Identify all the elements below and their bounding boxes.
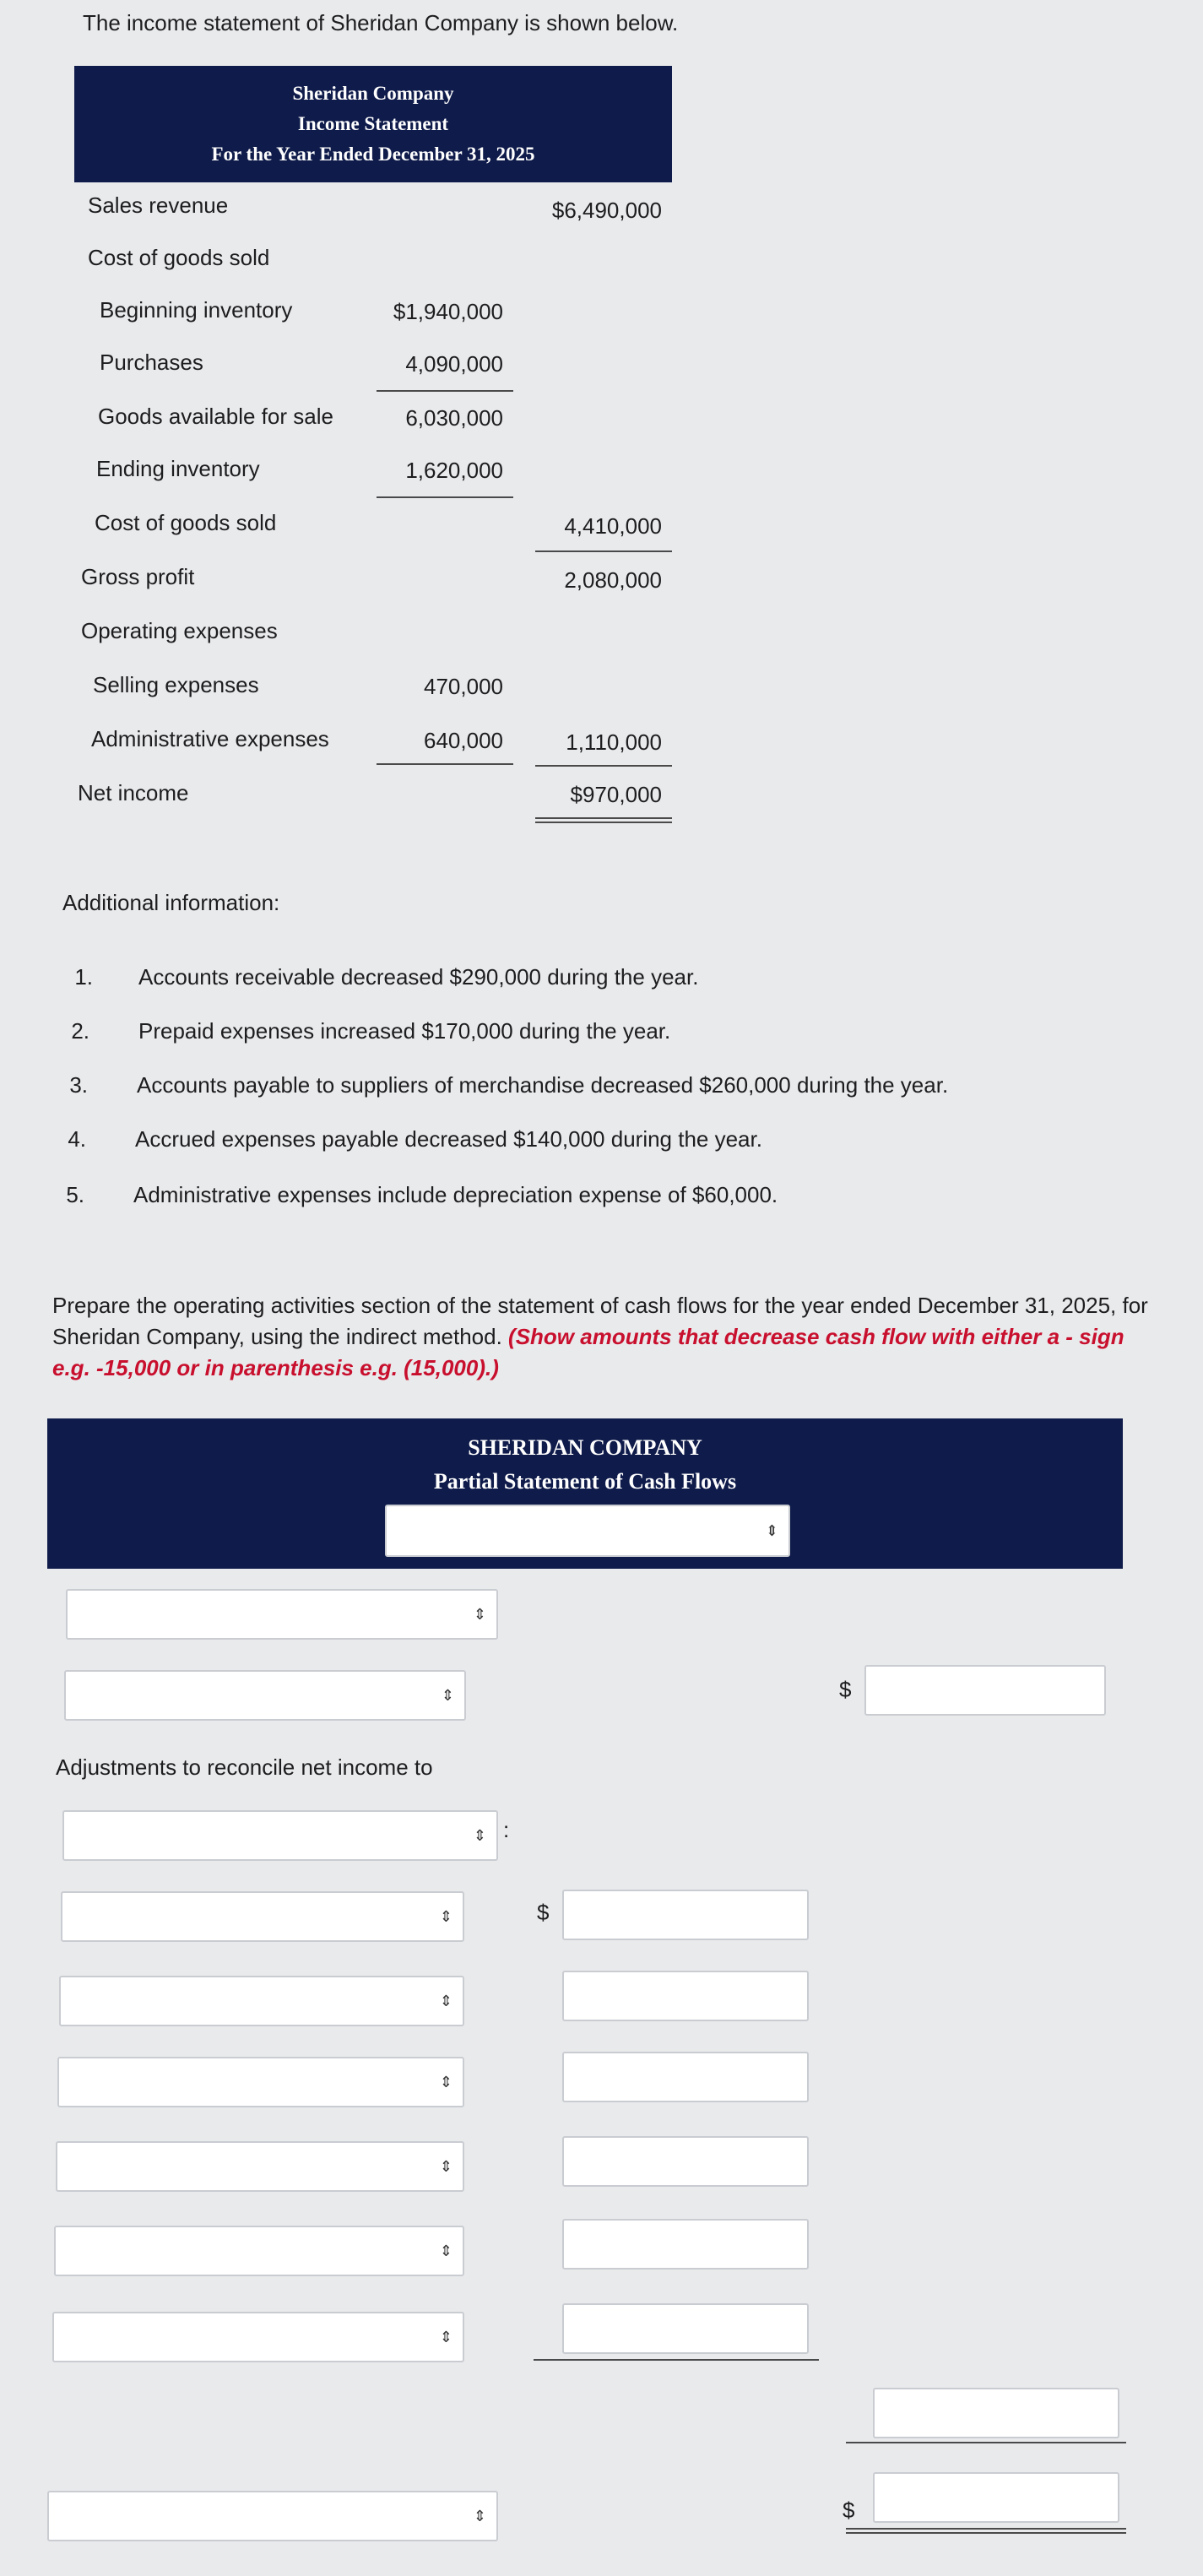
operating-expenses-total-underline	[535, 765, 672, 767]
cash-flow-company: SHERIDAN COMPANY	[468, 1435, 702, 1460]
net-cash-select[interactable]	[47, 2491, 498, 2541]
gross-profit-label: Gross profit	[81, 564, 195, 589]
adjustments-select[interactable]	[62, 1810, 498, 1861]
adjustment-select-1[interactable]	[61, 1891, 464, 1942]
net-cash-amount-input[interactable]	[873, 2472, 1119, 2523]
list-item-number: 3.	[69, 1072, 88, 1098]
period-select[interactable]	[385, 1505, 790, 1557]
cogs-total-underline	[535, 550, 672, 552]
chevron-up-down-icon: ⇕	[439, 2242, 452, 2259]
adjustment-select-5[interactable]	[54, 2226, 464, 2276]
list-item-text: Accounts receivable decreased $290,000 during the year.	[138, 964, 699, 990]
chevron-up-down-icon: ⇕	[765, 1522, 778, 1539]
list-item-text: Accrued expenses payable decreased $140,000 during the year.	[135, 1126, 762, 1152]
adjustment-amount-input-3[interactable]	[562, 2052, 809, 2102]
statement-period: For the Year Ended December 31, 2025	[211, 144, 535, 165]
sales-revenue-label: Sales revenue	[88, 193, 229, 218]
company-name: Sheridan Company	[292, 83, 454, 104]
list-item-number: 1.	[74, 964, 93, 990]
adjustment-amount-input-4[interactable]	[562, 2136, 809, 2187]
chevron-up-down-icon: ⇕	[439, 1908, 452, 1925]
ending-inventory-label: Ending inventory	[96, 456, 260, 481]
dollar-sign: $	[839, 1677, 852, 1702]
cogs-heading: Cost of goods sold	[88, 245, 270, 270]
prompt-instruction: (Show amounts that decrease cash flow with either a - sign e.g. -15,000 or in parenthesis e.g. (15,000).)	[52, 1324, 1124, 1380]
beginning-inventory-label: Beginning inventory	[100, 297, 293, 323]
chevron-up-down-icon: ⇕	[439, 2158, 452, 2175]
chevron-up-down-icon: ⇕	[439, 1993, 452, 2009]
ending-inventory-underline	[377, 496, 513, 498]
purchases-underline	[377, 390, 513, 392]
chevron-up-down-icon: ⇕	[439, 2074, 452, 2091]
operating-expenses-heading: Operating expenses	[81, 618, 278, 643]
adjustment-select-4[interactable]	[56, 2141, 464, 2192]
list-item-text: Prepaid expenses increased $170,000 during the year.	[138, 1018, 671, 1044]
sales-revenue-value: $6,490,000	[551, 198, 662, 223]
income-statement-header	[74, 66, 672, 182]
adjustment-amount-input-6[interactable]	[562, 2303, 809, 2354]
administrative-expenses-value: 640,000	[424, 728, 503, 753]
intro-text: The income statement of Sheridan Company is shown below.	[83, 10, 679, 35]
net-income-double-underline-bottom	[535, 822, 672, 823]
selling-expenses-label: Selling expenses	[93, 672, 259, 697]
net-cash-double-underline-bottom	[846, 2532, 1126, 2534]
chevron-up-down-icon: ⇕	[441, 1687, 454, 1704]
line-item-select-1[interactable]	[66, 1589, 498, 1640]
question-prompt	[52, 1290, 1150, 1384]
adjustment-amount-input-5[interactable]	[562, 2219, 809, 2270]
administrative-expenses-label: Administrative expenses	[91, 726, 329, 751]
goods-available-value: 6,030,000	[405, 405, 503, 431]
chevron-up-down-icon: ⇕	[473, 1827, 486, 1844]
list-item-text: Administrative expenses include depreciation expense of $60,000.	[133, 1182, 778, 1207]
additional-info-heading: Additional information:	[62, 890, 280, 915]
net-cash-double-underline-top	[846, 2528, 1126, 2530]
adjustment-select-3[interactable]	[57, 2057, 464, 2107]
total-adjustments-underline	[846, 2442, 1126, 2443]
net-income-select[interactable]	[64, 1670, 466, 1721]
net-income-amount-input[interactable]	[864, 1665, 1106, 1716]
purchases-label: Purchases	[100, 350, 203, 375]
cogs-total-label: Cost of goods sold	[95, 510, 277, 535]
cash-flow-header	[47, 1418, 1123, 1569]
list-item-text: Accounts payable to suppliers of merchandise decreased $260,000 during the year.	[137, 1072, 949, 1098]
list-item-number: 5.	[66, 1182, 84, 1207]
adjustments-underline	[534, 2359, 819, 2361]
net-income-value: $970,000	[570, 782, 662, 807]
adjustments-label: Adjustments to reconcile net income to	[56, 1754, 433, 1780]
adjustment-select-6[interactable]	[52, 2312, 464, 2362]
adjustment-amount-input-1[interactable]	[562, 1890, 809, 1940]
cash-flow-title: Partial Statement of Cash Flows	[433, 1469, 737, 1494]
administrative-expenses-underline	[377, 763, 513, 765]
total-adjustments-input[interactable]	[873, 2388, 1119, 2438]
selling-expenses-value: 470,000	[424, 674, 503, 699]
dollar-sign: $	[843, 2497, 855, 2523]
cogs-total-value: 4,410,000	[564, 513, 662, 539]
adjustment-select-2[interactable]	[59, 1976, 464, 2026]
net-income-label: Net income	[78, 780, 189, 805]
list-item-number: 2.	[71, 1018, 89, 1044]
operating-expenses-total-value: 1,110,000	[566, 729, 662, 755]
chevron-up-down-icon: ⇕	[473, 1606, 486, 1623]
beginning-inventory-value: $1,940,000	[393, 299, 503, 324]
goods-available-label: Goods available for sale	[98, 404, 333, 429]
dollar-sign: $	[537, 1900, 550, 1925]
statement-title: Income Statement	[297, 113, 449, 134]
chevron-up-down-icon: ⇕	[473, 2508, 486, 2524]
prompt-text: Prepare the operating activities section of the statement of cash flows for the year ended December 31, 2025, for Sheridan Company, using the indirect method.	[52, 1293, 1148, 1349]
chevron-up-down-icon: ⇕	[439, 2329, 452, 2346]
gross-profit-value: 2,080,000	[564, 567, 662, 593]
list-item-number: 4.	[68, 1126, 86, 1152]
purchases-value: 4,090,000	[405, 351, 503, 377]
colon-text: :	[503, 1817, 510, 1842]
ending-inventory-value: 1,620,000	[405, 458, 503, 483]
net-income-double-underline-top	[535, 817, 672, 819]
adjustment-amount-input-2[interactable]	[562, 1971, 809, 2021]
